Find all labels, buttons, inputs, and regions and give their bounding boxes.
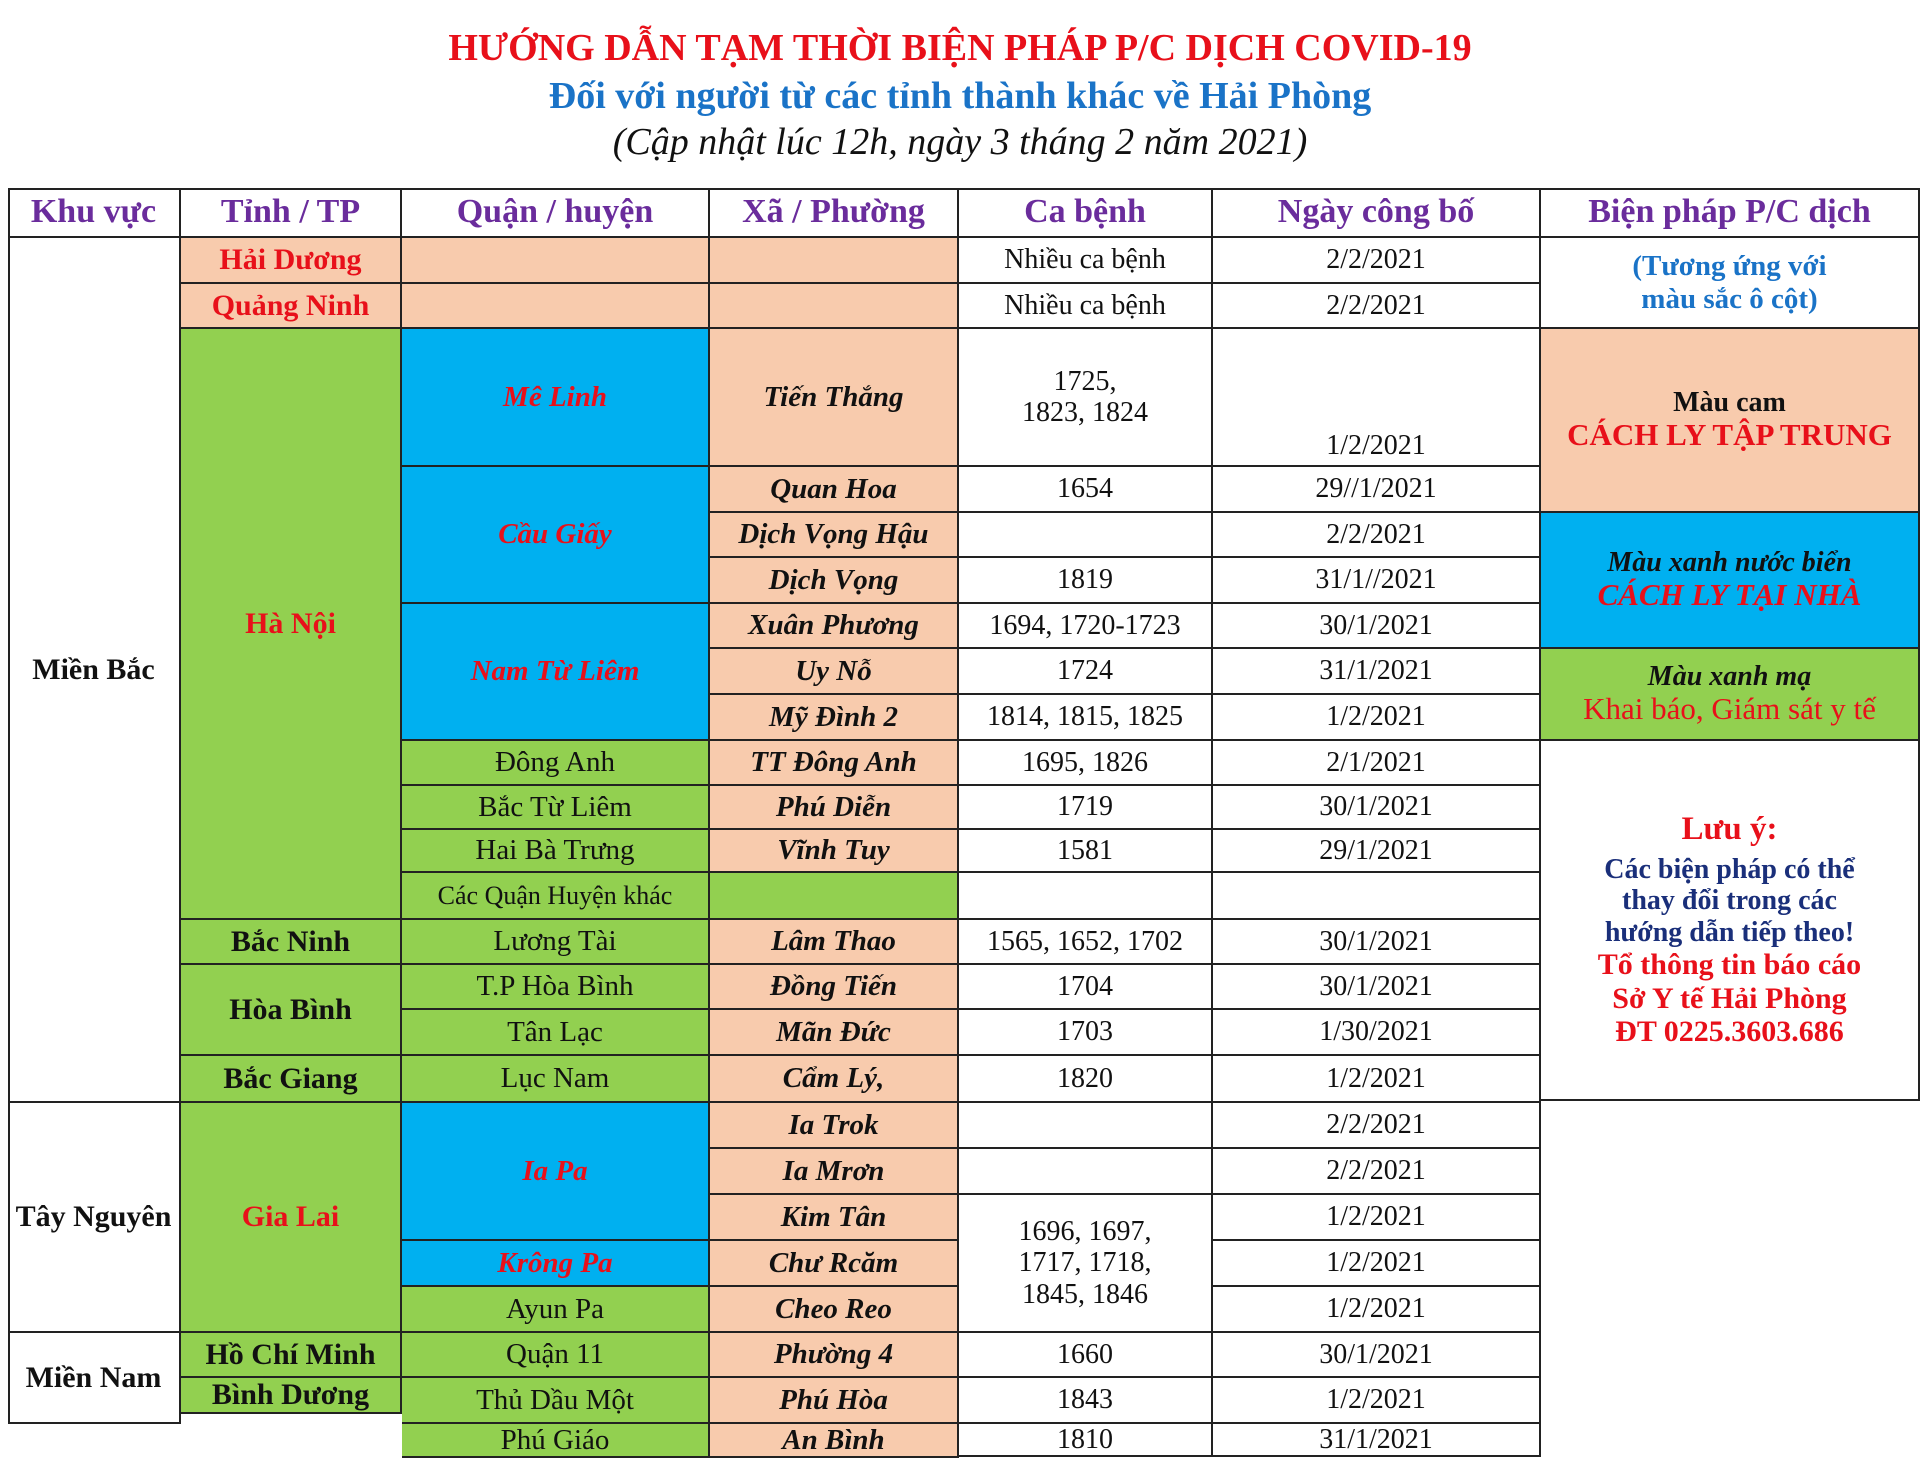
case-cell <box>959 467 1213 513</box>
ward-label: Ia Trok <box>788 1108 879 1141</box>
district-cell <box>402 830 710 873</box>
legend-green-title: Màu xanh mạ <box>1647 660 1812 692</box>
province-label: Bắc Ninh <box>230 924 351 958</box>
case-cell <box>959 965 1213 1010</box>
ward-label: Ia Mrơn <box>782 1154 885 1187</box>
date-cell <box>1213 786 1541 830</box>
case-cell <box>959 1333 1213 1378</box>
ward-cell <box>710 467 959 513</box>
date-value: 1/2/2021 <box>1326 429 1426 461</box>
date-value: 30/1/2021 <box>1319 925 1433 957</box>
date-cell <box>1213 920 1541 965</box>
district-label: Hai Bà Trưng <box>475 834 635 867</box>
ward-cell <box>710 238 959 284</box>
case-number: 1810 <box>1057 1424 1113 1455</box>
ward-label: Xuân Phương <box>748 609 919 642</box>
date-value: 30/1/2021 <box>1319 609 1433 641</box>
ward-label: Mỹ Đình 2 <box>769 700 898 733</box>
legend-intro <box>1541 238 1920 329</box>
district-cell <box>402 1010 710 1056</box>
ward-cell <box>710 920 959 965</box>
case-cell <box>959 284 1213 329</box>
column-header-label: Xã / Phường <box>742 192 925 230</box>
date-value: 1/30/2021 <box>1319 1016 1433 1048</box>
date-cell <box>1213 649 1541 695</box>
date-value: 30/1/2021 <box>1319 970 1433 1002</box>
case-cell <box>959 238 1213 284</box>
district-label: Mê Linh <box>503 380 607 413</box>
column-header-label: Ngày công bố <box>1277 192 1475 230</box>
date-value: 31/1/2021 <box>1319 655 1433 687</box>
case-cell <box>959 873 1213 920</box>
province-label: Hà Nội <box>245 606 336 640</box>
district-cell <box>402 786 710 830</box>
district-cell <box>402 1056 710 1103</box>
ward-cell <box>710 830 959 873</box>
province-label: Bình Dương <box>211 1378 370 1411</box>
ward-cell <box>710 1287 959 1333</box>
ward-cell <box>710 1195 959 1241</box>
case-number: 1724 <box>1057 655 1113 687</box>
update-timestamp: (Cập nhật lúc 12h, ngày 3 tháng 2 năm 2021) <box>612 121 1308 163</box>
province-cell <box>181 284 402 329</box>
district-label: Ia Pa <box>522 1154 588 1187</box>
note-line: thay đổi trong các <box>1622 885 1837 917</box>
ward-cell <box>710 284 959 329</box>
legend-green-action: Khai báo, Giám sát y tế <box>1583 691 1876 727</box>
district-cell <box>402 873 710 920</box>
province-label: Quảng Ninh <box>211 288 370 322</box>
date-value: 1/2/2021 <box>1326 1247 1426 1279</box>
contact-line: Sở Y tế Hải Phòng <box>1612 981 1847 1015</box>
region-cell <box>8 1103 181 1333</box>
ward-cell <box>710 513 959 558</box>
date-value: 29/1/2021 <box>1319 834 1433 866</box>
date-value: 2/2/2021 <box>1326 518 1426 550</box>
date-value: 1/2/2021 <box>1326 1062 1426 1094</box>
province-label: Hồ Chí Minh <box>205 1337 376 1371</box>
column-header <box>959 188 1213 238</box>
ward-cell <box>710 873 959 920</box>
date-value: 1/2/2021 <box>1326 701 1426 733</box>
district-label: Tân Lạc <box>507 1015 603 1048</box>
date-cell <box>1213 238 1541 284</box>
date-cell <box>1213 1241 1541 1287</box>
district-cell <box>402 1424 710 1458</box>
case-number: 1717, 1718, <box>1018 1247 1152 1279</box>
case-cell <box>959 649 1213 695</box>
date-cell <box>1213 741 1541 786</box>
ward-label: Tiến Thắng <box>763 380 904 413</box>
date-cell <box>1213 1149 1541 1195</box>
case-cell <box>959 513 1213 558</box>
date-cell <box>1213 1056 1541 1103</box>
district-label: Đông Anh <box>494 746 616 779</box>
case-cell <box>959 830 1213 873</box>
ward-cell <box>710 1056 959 1103</box>
case-number: 1565, 1652, 1702 <box>987 925 1183 957</box>
district-cell <box>402 329 710 467</box>
note-title: Lưu ý: <box>1681 811 1778 847</box>
ward-label: Đồng Tiến <box>769 970 898 1003</box>
case-cell <box>959 604 1213 649</box>
case-cell <box>959 1424 1213 1457</box>
case-number: 1819 <box>1057 564 1113 596</box>
ward-cell <box>710 786 959 830</box>
contact-line: Tổ thông tin báo cáo <box>1597 948 1862 982</box>
legend-intro-text: (Tương ứng với <box>1632 250 1827 283</box>
date-cell <box>1213 284 1541 329</box>
legend-green <box>1541 649 1920 741</box>
column-header-label: Khu vực <box>30 192 157 230</box>
district-cell <box>402 284 710 329</box>
case-cell <box>959 920 1213 965</box>
case-cell <box>959 329 1213 467</box>
case-number: 1719 <box>1057 791 1113 823</box>
province-cell <box>181 920 402 965</box>
district-label: Bắc Từ Liêm <box>478 790 632 823</box>
province-cell <box>181 329 402 920</box>
date-value: 1/2/2021 <box>1326 1293 1426 1325</box>
date-cell <box>1213 558 1541 604</box>
column-header <box>1541 188 1920 238</box>
date-value: 30/1/2021 <box>1319 791 1433 823</box>
province-cell <box>181 1056 402 1103</box>
notes-panel <box>1541 741 1920 1101</box>
district-label: Các Quận Huyện khác <box>437 880 673 910</box>
date-value: 1/2/2021 <box>1326 1201 1426 1233</box>
ward-cell <box>710 1378 959 1424</box>
district-label: Krông Pa <box>497 1246 613 1279</box>
legend-blue <box>1541 513 1920 649</box>
ward-label: Mãn Đức <box>776 1015 891 1048</box>
ward-label: Uy Nỗ <box>795 654 872 687</box>
district-label: T.P Hòa Bình <box>476 970 634 1003</box>
district-label: Ayun Pa <box>505 1292 605 1325</box>
district-cell <box>402 1103 710 1241</box>
contact-line: ĐT 0225.3603.686 <box>1615 1015 1844 1049</box>
contact-footer <box>1598 948 1861 1049</box>
province-label: Bắc Giang <box>223 1061 358 1095</box>
ward-cell <box>710 1333 959 1378</box>
date-value: 2/2/2021 <box>1326 289 1426 321</box>
date-cell <box>1213 1424 1541 1457</box>
ward-cell <box>710 604 959 649</box>
ward-label: Phường 4 <box>773 1338 894 1371</box>
case-cell <box>959 558 1213 604</box>
case-number: 1820 <box>1057 1062 1113 1094</box>
ward-label: Phú Hòa <box>779 1383 888 1416</box>
date-cell <box>1213 1010 1541 1056</box>
case-cell <box>959 741 1213 786</box>
case-number: 1725, <box>1053 365 1117 397</box>
case-number: 1823, 1824 <box>1022 397 1148 428</box>
district-label: Lương Tài <box>493 925 617 958</box>
ward-label: Vĩnh Tuy <box>777 834 890 867</box>
ward-cell <box>710 1010 959 1056</box>
date-cell <box>1213 1195 1541 1241</box>
date-cell <box>1213 1333 1541 1378</box>
district-cell <box>402 467 710 604</box>
column-header-label: Ca bệnh <box>1024 192 1146 230</box>
district-cell <box>402 920 710 965</box>
province-label: Hải Dương <box>219 243 362 277</box>
district-label: Thủ Dầu Một <box>476 1383 634 1416</box>
ward-label: Kim Tân <box>780 1200 887 1233</box>
date-cell <box>1213 329 1541 467</box>
district-cell <box>402 741 710 786</box>
ward-label: Cheo Reo <box>775 1292 892 1325</box>
date-value: 2/2/2021 <box>1326 1109 1426 1141</box>
region-cell <box>8 238 181 1103</box>
date-cell <box>1213 604 1541 649</box>
ward-cell <box>710 741 959 786</box>
date-value: 2/2/2021 <box>1326 1155 1426 1187</box>
page-title: HƯỚNG DẪN TẠM THỜI BIỆN PHÁP P/C DỊCH COVID-19 <box>448 27 1472 69</box>
district-cell <box>402 238 710 284</box>
case-cell <box>959 1103 1213 1149</box>
column-header <box>1213 188 1541 238</box>
date-value: 30/1/2021 <box>1319 1338 1433 1370</box>
date-cell <box>1213 830 1541 873</box>
case-cell <box>959 786 1213 830</box>
column-header <box>710 188 959 238</box>
case-cell <box>959 1378 1213 1424</box>
region-label: Tây Nguyên <box>15 1200 172 1234</box>
date-value: 2/1/2021 <box>1326 746 1426 778</box>
ward-label: Quan Hoa <box>770 472 897 505</box>
date-cell <box>1213 513 1541 558</box>
legend-orange-action: CÁCH LY TẬP TRUNG <box>1567 417 1892 453</box>
ward-label: Dịch Vọng <box>768 563 899 596</box>
note-box <box>1604 811 1854 948</box>
ward-cell <box>710 1149 959 1195</box>
ward-label: Phú Diễn <box>775 790 892 823</box>
district-cell <box>402 965 710 1010</box>
date-cell <box>1213 695 1541 741</box>
column-header <box>402 188 710 238</box>
case-number: 1814, 1815, 1825 <box>987 701 1183 733</box>
district-cell <box>402 1378 710 1424</box>
district-label: Cầu Giấy <box>498 518 612 551</box>
district-label: Lục Nam <box>500 1062 610 1095</box>
region-label: Miền Nam <box>25 1360 162 1394</box>
district-cell <box>402 1287 710 1333</box>
case-number: 1704 <box>1057 970 1113 1002</box>
district-label: Nam Từ Liêm <box>470 655 640 688</box>
legend-orange <box>1541 329 1920 513</box>
date-cell <box>1213 467 1541 513</box>
date-cell <box>1213 965 1541 1010</box>
date-cell <box>1213 1287 1541 1333</box>
legend-blue-title: Màu xanh nước biển <box>1607 546 1852 578</box>
ward-label: An Bình <box>782 1424 885 1456</box>
case-cell <box>959 1195 1213 1333</box>
ward-cell <box>710 1103 959 1149</box>
province-cell <box>181 1103 402 1333</box>
ward-label: Dịch Vọng Hậu <box>738 518 929 551</box>
province-label: Hòa Bình <box>229 992 352 1026</box>
column-header-label: Biện pháp P/C dịch <box>1588 192 1871 230</box>
case-number: 1696, 1697, <box>1018 1215 1152 1247</box>
ward-cell <box>710 329 959 467</box>
region-cell <box>8 1333 181 1424</box>
case-number: Nhiều ca bệnh <box>1004 244 1166 276</box>
case-number: 1695, 1826 <box>1022 746 1148 778</box>
ward-label: Cẩm Lý, <box>782 1062 885 1095</box>
date-cell <box>1213 1103 1541 1149</box>
column-header-label: Tỉnh / TP <box>220 192 361 230</box>
region-label: Miền Bắc <box>32 652 155 686</box>
date-cell <box>1213 873 1541 920</box>
ward-cell <box>710 1424 959 1458</box>
case-number: 1694, 1720-1723 <box>989 609 1181 641</box>
province-cell <box>181 965 402 1056</box>
date-value: 31/1/2021 <box>1319 1424 1433 1455</box>
district-cell <box>402 604 710 741</box>
ward-cell <box>710 695 959 741</box>
case-number: 1703 <box>1057 1016 1113 1048</box>
province-cell <box>181 1333 402 1378</box>
district-cell <box>402 1333 710 1378</box>
date-value: 29//1/2021 <box>1315 473 1437 505</box>
ward-label: Lâm Thao <box>771 925 896 958</box>
ward-label: TT Đông Anh <box>750 746 917 779</box>
legend-blue-action: CÁCH LY TẠI NHÀ <box>1597 577 1862 613</box>
case-number: 1843 <box>1057 1384 1113 1416</box>
case-cell <box>959 1010 1213 1056</box>
date-value: 2/2/2021 <box>1326 244 1426 276</box>
district-label: Quận 11 <box>506 1338 604 1371</box>
case-number: 1581 <box>1057 834 1113 866</box>
case-cell <box>959 1056 1213 1103</box>
column-header <box>8 188 181 238</box>
ward-cell <box>710 558 959 604</box>
note-line: hướng dẫn tiếp theo! <box>1604 916 1855 948</box>
ward-cell <box>710 649 959 695</box>
province-label: Gia Lai <box>241 1200 340 1234</box>
column-header-label: Quận / huyện <box>456 192 654 230</box>
ward-label: Chư Rcăm <box>768 1246 899 1279</box>
case-number: 1660 <box>1057 1338 1113 1370</box>
case-cell <box>959 695 1213 741</box>
case-number: 1654 <box>1057 473 1113 505</box>
date-value: 1/2/2021 <box>1326 1384 1426 1416</box>
case-number: Nhiều ca bệnh <box>1004 289 1166 321</box>
page-subtitle: Đối với người từ các tỉnh thành khác về Hải Phòng <box>548 75 1372 117</box>
province-cell <box>181 1378 402 1414</box>
legend-orange-title: Màu cam <box>1673 386 1786 418</box>
case-cell <box>959 1149 1213 1195</box>
date-value: 31/1//2021 <box>1315 564 1437 596</box>
province-cell <box>181 238 402 284</box>
ward-cell <box>710 965 959 1010</box>
ward-cell <box>710 1241 959 1287</box>
district-label: Phú Giáo <box>500 1424 610 1456</box>
case-number: 1845, 1846 <box>1022 1278 1148 1310</box>
legend-intro-text: màu sắc ô cột) <box>1641 282 1818 315</box>
column-header <box>181 188 402 238</box>
note-line: Các biện pháp có thể <box>1604 853 1855 885</box>
district-cell <box>402 1241 710 1287</box>
date-cell <box>1213 1378 1541 1424</box>
